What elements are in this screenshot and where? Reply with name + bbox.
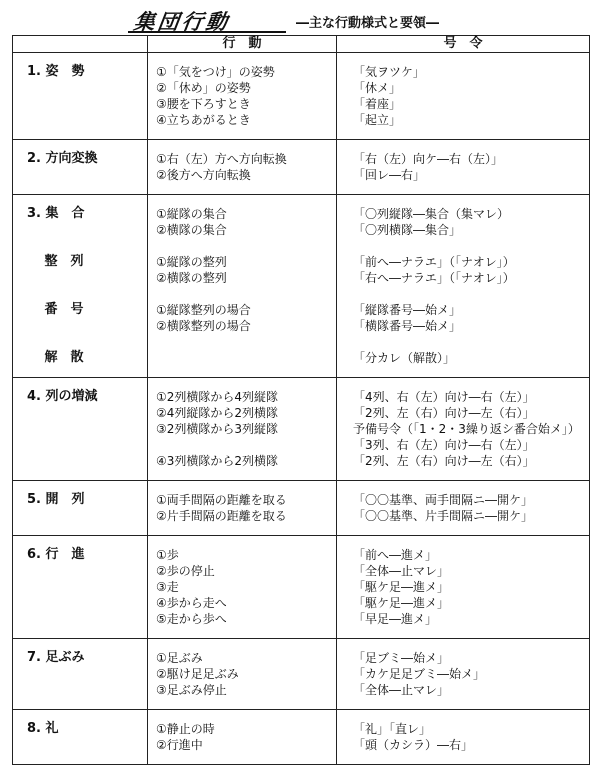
action-text: ①2列横隊から4列縦隊: [156, 390, 279, 404]
category-label: [13, 666, 147, 682]
action-text: [156, 334, 336, 350]
action-text: ②横隊の整列: [156, 271, 227, 285]
command-text: 「〇〇基準、片手間隔ニ―開ケ」: [353, 509, 534, 523]
category-label: 番 号: [27, 302, 84, 317]
action-text: ④3列横隊から2列横隊: [156, 454, 279, 468]
command-text: 「2列、左（右）向け―左（右）」: [353, 454, 535, 468]
command-text: 「休メ」: [353, 81, 402, 95]
category-cell: [13, 639, 148, 710]
command-text: 「礼」「直レ」: [353, 722, 432, 736]
category-label: 5. 開 列: [27, 492, 85, 507]
category-cell: [13, 481, 148, 536]
section-row: [13, 140, 590, 195]
action-text: ①縦隊の整列: [156, 255, 227, 269]
category-label: [13, 508, 147, 524]
command-cell: [337, 710, 590, 765]
command-text: 「2列、左（右）向け―左（右）」: [353, 406, 535, 420]
action-text: ①歩: [156, 548, 179, 562]
category-cell: [13, 710, 148, 765]
command-text: 予備号令（「1・2・3繰り返シ番合始メ」）: [353, 422, 580, 436]
command-text: 「足ブミ―始メ」: [353, 651, 450, 665]
command-text: 「3列、右（左）向け―右（左）」: [353, 438, 535, 452]
action-cell: [148, 710, 337, 765]
command-text: 「分カレ（解散）」: [353, 351, 456, 365]
command-text: 「縦隊番号―始メ」: [353, 303, 462, 317]
category-cell: [13, 140, 148, 195]
command-text: 「全体―止マレ」: [353, 564, 450, 578]
command-text: 「回レ―右」: [353, 168, 426, 182]
category-label: [13, 222, 147, 238]
action-text: ④歩から走へ: [156, 596, 227, 610]
section-row: [13, 536, 590, 639]
section-row: [13, 195, 590, 378]
category-label: [13, 318, 147, 334]
command-text: 「カケ足足ブミ―始メ」: [353, 667, 486, 681]
category-label: 8. 礼: [27, 721, 59, 736]
category-cell: [13, 195, 148, 378]
action-text: ①「気をつけ」の姿勢: [156, 65, 275, 79]
action-text: ①両手間隔の距離を取る: [156, 493, 287, 507]
category-label: 2. 方向変換: [27, 151, 98, 166]
command-text: 「前へ―進メ」: [353, 548, 438, 562]
command-cell: [337, 481, 590, 536]
category-label: [13, 595, 147, 611]
category-label: 1. 姿 勢: [27, 64, 85, 79]
action-text: ③2列横隊から3列縦隊: [156, 422, 279, 436]
command-cell: [337, 639, 590, 710]
category-label: 4. 列の増減: [27, 389, 98, 404]
action-cell: [148, 481, 337, 536]
command-text: 「早足―進メ」: [353, 612, 438, 626]
category-label: [13, 334, 147, 350]
command-text: 「右（左）向ケ―右（左）」: [353, 152, 504, 166]
command-text: 「駆ケ足―進メ」: [353, 596, 450, 610]
action-text: ④立ちあがるとき: [156, 113, 251, 127]
action-header: 行 動: [148, 36, 337, 53]
category-label: 整 列: [27, 254, 84, 269]
section-row: [13, 481, 590, 536]
action-cell: [148, 195, 337, 378]
section-row: [13, 378, 590, 481]
action-text: ②「休め」の姿勢: [156, 81, 251, 95]
category-label: [13, 453, 147, 469]
category-label: 3. 集 合: [27, 206, 85, 221]
command-text: 「右へ―ナラエ」（「ナオレ」）: [353, 271, 515, 285]
section-row: [13, 53, 590, 140]
action-cell: [148, 140, 337, 195]
category-label: [13, 238, 147, 254]
section-row: [13, 710, 590, 765]
command-text: 「気ヲツケ」: [353, 65, 425, 79]
action-text: ①縦隊整列の場合: [156, 303, 251, 317]
action-cell: [148, 639, 337, 710]
command-text: 「〇列横隊―集合」: [353, 223, 462, 237]
action-cell: [148, 53, 337, 140]
action-text: ②歩の停止: [156, 564, 215, 578]
category-label: [13, 682, 147, 698]
category-label: 解 散: [27, 350, 84, 365]
action-text: ②駆け足足ぶみ: [156, 667, 239, 681]
title-underline: [128, 31, 286, 33]
action-text: ③足ぶみ停止: [156, 683, 227, 697]
command-cell: [337, 378, 590, 481]
category-cell: [13, 53, 148, 140]
command-text: 「〇列縦隊―集合（集マレ）: [353, 207, 510, 221]
category-cell: [13, 536, 148, 639]
category-label: [13, 167, 147, 183]
action-text: ②行進中: [156, 738, 203, 752]
command-text: 「横隊番号―始メ」: [353, 319, 462, 333]
action-text: ②4列縦隊から2列横隊: [156, 406, 279, 420]
category-label: [13, 270, 147, 286]
command-text: 「着座」: [353, 97, 402, 111]
command-text: 「4列、右（左）向け―右（左）」: [353, 390, 535, 404]
section-row: [13, 639, 590, 710]
command-text: 「起立」: [353, 113, 402, 127]
category-label: 6. 行 進: [27, 547, 85, 562]
command-cell: [337, 536, 590, 639]
command-cell: [337, 140, 590, 195]
action-cell: [148, 378, 337, 481]
action-text: ②後方へ方向転換: [156, 168, 251, 182]
category-cell: [13, 378, 148, 481]
action-text: [156, 350, 336, 366]
command-text: 「駆ケ足―進メ」: [353, 580, 450, 594]
action-text: [156, 437, 336, 453]
table-body: [13, 53, 590, 765]
command-text: [353, 334, 589, 350]
action-text: ①縦隊の集合: [156, 207, 227, 221]
header-row: [13, 36, 590, 53]
category-label: [13, 737, 147, 753]
page-subtitle: ―主な行動様式と要領―: [296, 16, 440, 31]
command-text: 「前へ―ナラエ」（「ナオレ」）: [353, 255, 515, 269]
category-label: 7. 足ぶみ: [27, 650, 85, 665]
category-label: [13, 80, 147, 96]
command-text: 「全体―止マレ」: [353, 683, 450, 697]
category-label: [13, 579, 147, 595]
action-text: ②横隊整列の場合: [156, 319, 251, 333]
action-text: ①静止の時: [156, 722, 215, 736]
command-text: [353, 238, 589, 254]
category-label: [13, 421, 147, 437]
action-text: ③腰を下ろすとき: [156, 97, 251, 111]
category-header: [13, 36, 148, 53]
category-label: [13, 437, 147, 453]
category-label: [13, 286, 147, 302]
command-text: 「頭（カシラ）―右」: [353, 738, 474, 752]
action-text: ①右（左）方へ方向転換: [156, 152, 287, 166]
page-title: 集団行動: [132, 10, 232, 34]
action-text: ⑤走から歩へ: [156, 612, 227, 626]
command-cell: [337, 195, 590, 378]
action-text: ②片手間隔の距離を取る: [156, 509, 287, 523]
category-label: [13, 112, 147, 128]
category-label: [13, 96, 147, 112]
action-text: ①足ぶみ: [156, 651, 203, 665]
action-text: [156, 286, 336, 302]
command-header: 号 令: [337, 36, 590, 53]
command-text: 「〇〇基準、両手間隔ニ―開ケ」: [353, 493, 534, 507]
action-text: ②横隊の集合: [156, 223, 227, 237]
category-label: [13, 611, 147, 627]
action-text: [156, 238, 336, 254]
action-cell: [148, 536, 337, 639]
category-label: [13, 563, 147, 579]
actions-table: [12, 35, 590, 765]
command-cell: [337, 53, 590, 140]
category-label: [13, 405, 147, 421]
command-text: [353, 286, 589, 302]
action-text: ③走: [156, 580, 179, 594]
